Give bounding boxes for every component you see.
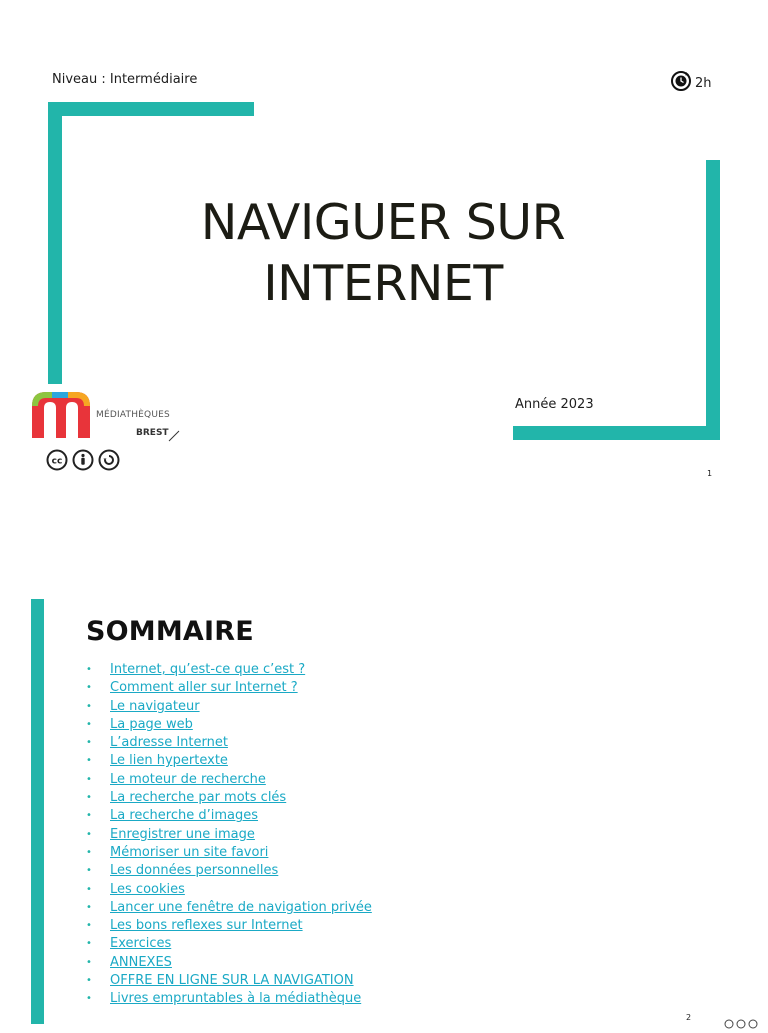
toc-item bbox=[86, 752, 372, 770]
bullet: • bbox=[86, 828, 92, 840]
page-number-2: 2 bbox=[686, 1013, 692, 1022]
license-badges bbox=[46, 449, 120, 475]
page-number-1: 1 bbox=[707, 469, 713, 478]
bullet: • bbox=[86, 956, 92, 968]
toc-item bbox=[86, 716, 372, 734]
frame-top-left-vertical bbox=[48, 102, 62, 384]
bullet: • bbox=[86, 810, 92, 822]
cc-icon bbox=[46, 449, 68, 475]
toc-link-donnees[interactable]: Les données personnelles bbox=[110, 863, 279, 879]
toc-item bbox=[86, 771, 372, 789]
year-label: Année 2023 bbox=[515, 397, 594, 412]
toc-link-offre[interactable]: OFFRE EN LIGNE SUR LA NAVIGATION bbox=[110, 973, 354, 989]
toc-link-exercices[interactable]: Exercices bbox=[110, 936, 172, 952]
bullet: • bbox=[86, 938, 92, 950]
toc-item bbox=[86, 935, 372, 953]
toc-link-navigation-privee[interactable]: Lancer une fenêtre de navigation privée bbox=[110, 899, 372, 915]
bullet: • bbox=[86, 755, 92, 767]
bullet: • bbox=[86, 792, 92, 804]
logo-slash bbox=[168, 427, 180, 439]
toc-item bbox=[86, 661, 372, 679]
slide2-left-bar bbox=[31, 599, 44, 1024]
toc-item bbox=[86, 789, 372, 807]
toc-link-adresse[interactable]: L’adresse Internet bbox=[110, 735, 228, 751]
duration-text: 2h bbox=[695, 75, 712, 91]
toc-link-cookies[interactable]: Les cookies bbox=[110, 881, 185, 897]
page-title bbox=[150, 192, 616, 314]
bullet: • bbox=[86, 920, 92, 932]
toc-item bbox=[86, 734, 372, 752]
toc-item bbox=[86, 844, 372, 862]
attribution-icon bbox=[72, 449, 94, 475]
logo-text-brest: BREST bbox=[136, 428, 169, 438]
toc-link-comment-aller[interactable]: Comment aller sur Internet ? bbox=[110, 680, 298, 696]
bullet: • bbox=[86, 901, 92, 913]
toc-link-moteur[interactable]: Le moteur de recherche bbox=[110, 771, 266, 787]
frame-bottom-right-horizontal bbox=[513, 426, 720, 440]
toc-item bbox=[86, 826, 372, 844]
bullet: • bbox=[86, 865, 92, 877]
table-of-contents bbox=[86, 661, 372, 1009]
toc-item bbox=[86, 972, 372, 990]
toc-item bbox=[86, 881, 372, 899]
duration bbox=[670, 70, 712, 96]
bullet: • bbox=[86, 682, 92, 694]
bullet: • bbox=[86, 664, 92, 675]
toc-link-enregistrer[interactable]: Enregistrer une image bbox=[110, 826, 255, 842]
toc-link-images[interactable]: La recherche d’images bbox=[110, 808, 259, 824]
toc-link-lien-hypertexte[interactable]: Le lien hypertexte bbox=[110, 753, 228, 769]
toc-item bbox=[86, 679, 372, 697]
bullet: • bbox=[86, 883, 92, 895]
toc-link-annexes[interactable]: ANNEXES bbox=[110, 954, 172, 970]
toc-item bbox=[86, 807, 372, 825]
share-alike-icon bbox=[98, 449, 120, 475]
toc-link-livres[interactable]: Livres empruntables à la médiathèque bbox=[110, 991, 362, 1007]
bullet: • bbox=[86, 975, 92, 987]
bullet: • bbox=[86, 718, 92, 730]
sommaire-heading: SOMMAIRE bbox=[86, 616, 254, 647]
toc-item bbox=[86, 917, 372, 935]
svg-text:cc: cc bbox=[51, 456, 63, 467]
toc-link-favori[interactable]: Mémoriser un site favori bbox=[110, 844, 269, 860]
toc-item bbox=[86, 990, 372, 1008]
mediatheques-logo-mark bbox=[30, 388, 92, 446]
toc-link-navigateur[interactable]: Le navigateur bbox=[110, 698, 200, 714]
bullet: • bbox=[86, 846, 92, 858]
frame-top-left-horizontal bbox=[48, 102, 254, 116]
level-label: Niveau : Intermédiaire bbox=[52, 72, 198, 87]
toc-link-page-web[interactable]: La page web bbox=[110, 716, 193, 732]
logo-text-mediatheques: MÉDIATHÈQUES bbox=[96, 410, 170, 420]
frame-bottom-right-vertical bbox=[706, 160, 720, 440]
toc-item bbox=[86, 862, 372, 880]
clock-icon bbox=[670, 70, 692, 96]
bullet: • bbox=[86, 737, 92, 749]
bullet: • bbox=[86, 773, 92, 785]
bullet: • bbox=[86, 700, 92, 712]
toc-item bbox=[86, 899, 372, 917]
bullet: • bbox=[86, 993, 92, 1005]
toc-item bbox=[86, 954, 372, 972]
toc-link-mots-cles[interactable]: La recherche par mots clés bbox=[110, 790, 287, 806]
toc-link-bons-reflexes[interactable]: Les bons reflexes sur Internet bbox=[110, 918, 303, 934]
toc-link-internet[interactable]: Internet, qu’est-ce que c’est ? bbox=[110, 662, 306, 677]
title-line-1: NAVIGUER SUR bbox=[200, 194, 566, 251]
toc-item bbox=[86, 698, 372, 716]
title-line-2: INTERNET bbox=[263, 255, 503, 312]
